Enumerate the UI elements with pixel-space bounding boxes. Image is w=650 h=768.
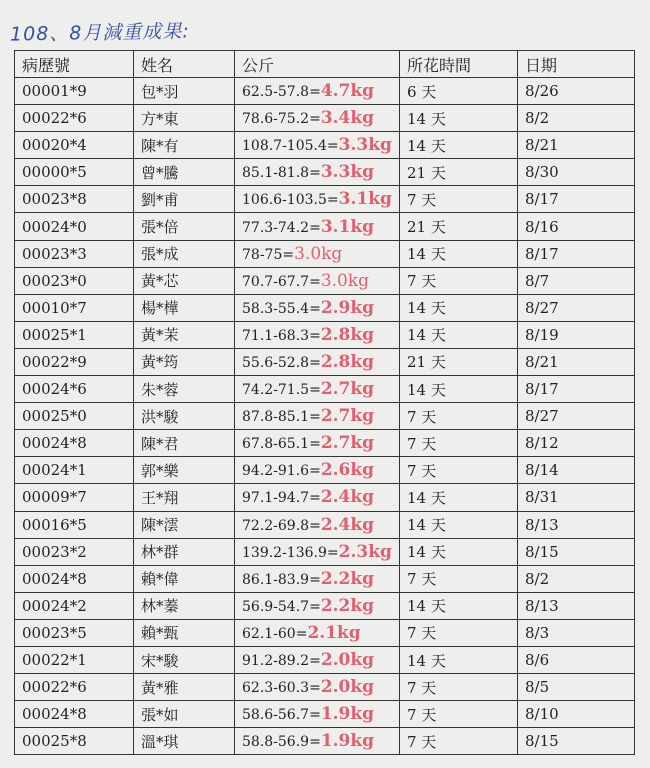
weight-range: 74.2-71.5= bbox=[242, 382, 321, 399]
table-row bbox=[15, 538, 635, 565]
kg-cell bbox=[235, 701, 400, 728]
name-cell: 陳*君 bbox=[134, 430, 235, 457]
header-row bbox=[15, 51, 635, 78]
kg-cell bbox=[235, 321, 400, 348]
name-cell: 張*如 bbox=[134, 701, 235, 728]
record-id-cell: 00001*9 bbox=[15, 78, 134, 105]
header-time-spent: 所花時間 bbox=[400, 51, 518, 78]
name-cell: 張*倍 bbox=[134, 213, 235, 240]
record-id-cell: 00024*1 bbox=[15, 457, 134, 484]
date-cell: 8/2 bbox=[518, 105, 635, 132]
time-spent-cell: 14 天 bbox=[400, 376, 518, 403]
record-id-cell: 00023*5 bbox=[15, 619, 134, 646]
date-cell: 8/27 bbox=[518, 403, 635, 430]
weight-range: 56.9-54.7= bbox=[242, 598, 321, 615]
table-row bbox=[15, 294, 635, 321]
date-cell: 8/19 bbox=[518, 321, 635, 348]
name-cell: 張*成 bbox=[134, 240, 235, 267]
name-cell: 陳*有 bbox=[134, 132, 235, 159]
time-spent-cell: 7 天 bbox=[400, 457, 518, 484]
weight-range: 70.7-67.7= bbox=[242, 273, 321, 290]
time-spent-cell: 14 天 bbox=[400, 105, 518, 132]
weight-range: 97.1-94.7= bbox=[242, 490, 321, 507]
weight-range: 62.1-60= bbox=[242, 625, 308, 642]
weight-range: 85.1-81.8= bbox=[242, 165, 321, 182]
kg-cell bbox=[235, 538, 400, 565]
weight-loss-value: 1.9kg bbox=[320, 704, 375, 725]
name-cell: 曾*騰 bbox=[134, 159, 235, 186]
weight-loss-value: 3.0kg bbox=[320, 270, 370, 291]
time-spent-cell: 7 天 bbox=[400, 619, 518, 646]
kg-cell bbox=[235, 403, 400, 430]
name-cell: 黃*筠 bbox=[134, 348, 235, 375]
kg-cell bbox=[235, 430, 400, 457]
table-row bbox=[15, 240, 635, 267]
weight-loss-value: 2.7kg bbox=[320, 406, 375, 427]
weight-loss-value: 3.3kg bbox=[320, 162, 375, 183]
record-id-cell: 00000*5 bbox=[15, 159, 134, 186]
weight-range: 62.3-60.3= bbox=[242, 680, 321, 697]
record-id-cell: 00023*2 bbox=[15, 538, 134, 565]
time-spent-cell: 7 天 bbox=[400, 674, 518, 701]
kg-cell bbox=[235, 78, 400, 105]
kg-cell bbox=[235, 376, 400, 403]
record-id-cell: 00022*9 bbox=[15, 348, 134, 375]
weight-range: 108.7-105.4= bbox=[242, 138, 339, 155]
weight-range: 58.8-56.9= bbox=[242, 734, 321, 751]
record-id-cell: 00025*1 bbox=[15, 321, 134, 348]
table-row bbox=[15, 565, 635, 592]
name-cell: 朱*蓉 bbox=[134, 376, 235, 403]
weight-loss-value: 2.3kg bbox=[338, 541, 392, 562]
record-id-cell: 00024*8 bbox=[15, 701, 134, 728]
weight-loss-value: 3.4kg bbox=[320, 108, 375, 129]
time-spent-cell: 14 天 bbox=[400, 321, 518, 348]
name-cell: 賴*甄 bbox=[134, 619, 235, 646]
table-row bbox=[15, 348, 635, 375]
time-spent-cell: 7 天 bbox=[400, 267, 518, 294]
weight-loss-value: 2.0kg bbox=[320, 650, 375, 671]
name-cell: 黃*雅 bbox=[134, 674, 235, 701]
date-cell: 8/31 bbox=[518, 484, 635, 511]
time-spent-cell: 21 天 bbox=[400, 159, 518, 186]
date-cell: 8/12 bbox=[518, 430, 635, 457]
weight-range: 78-75= bbox=[242, 246, 295, 263]
name-cell: 劉*甫 bbox=[134, 186, 235, 213]
table-row bbox=[15, 376, 635, 403]
kg-cell bbox=[235, 646, 400, 673]
time-spent-cell: 7 天 bbox=[400, 403, 518, 430]
weight-range: 87.8-85.1= bbox=[242, 409, 321, 426]
kg-cell bbox=[235, 484, 400, 511]
table-row bbox=[15, 728, 635, 755]
name-cell: 陳*澐 bbox=[134, 511, 235, 538]
date-cell: 8/17 bbox=[518, 240, 635, 267]
name-cell: 賴*偉 bbox=[134, 565, 235, 592]
date-cell: 8/14 bbox=[518, 457, 635, 484]
record-id-cell: 00025*0 bbox=[15, 403, 134, 430]
weight-loss-value: 2.7kg bbox=[320, 433, 375, 454]
weight-range: 62.5-57.8= bbox=[242, 84, 321, 101]
weight-range: 94.2-91.6= bbox=[242, 463, 321, 480]
name-cell: 方*東 bbox=[134, 105, 235, 132]
handwritten-heading: 108、8月減重成果: bbox=[9, 20, 190, 46]
weight-range: 55.6-52.8= bbox=[242, 354, 321, 371]
weight-range: 91.2-89.2= bbox=[242, 653, 321, 670]
weight-range: 67.8-65.1= bbox=[242, 436, 321, 453]
kg-cell bbox=[235, 728, 400, 755]
weight-range: 58.6-56.7= bbox=[242, 707, 321, 724]
record-id-cell: 00020*4 bbox=[15, 132, 134, 159]
kg-cell bbox=[235, 159, 400, 186]
kg-cell bbox=[235, 511, 400, 538]
time-spent-cell: 21 天 bbox=[400, 213, 518, 240]
record-id-cell: 00024*2 bbox=[15, 592, 134, 619]
date-cell: 8/15 bbox=[518, 538, 635, 565]
weight-loss-value: 4.7kg bbox=[320, 81, 375, 102]
weight-range: 78.6-75.2= bbox=[242, 111, 321, 128]
weight-loss-table bbox=[14, 50, 635, 755]
time-spent-cell: 14 天 bbox=[400, 294, 518, 321]
date-cell: 8/13 bbox=[518, 511, 635, 538]
table-row bbox=[15, 619, 635, 646]
weight-loss-value: 1.9kg bbox=[320, 731, 375, 752]
table-row bbox=[15, 186, 635, 213]
time-spent-cell: 7 天 bbox=[400, 430, 518, 457]
name-cell: 楊*樺 bbox=[134, 294, 235, 321]
weight-loss-value: 2.7kg bbox=[320, 379, 375, 400]
date-cell: 8/16 bbox=[518, 213, 635, 240]
table-row bbox=[15, 159, 635, 186]
kg-cell bbox=[235, 348, 400, 375]
name-cell: 黃*茉 bbox=[134, 321, 235, 348]
weight-loss-value: 3.1kg bbox=[338, 189, 392, 210]
table-row bbox=[15, 105, 635, 132]
weight-loss-value: 2.6kg bbox=[320, 460, 375, 481]
weight-loss-value: 2.8kg bbox=[320, 351, 375, 372]
time-spent-cell: 14 天 bbox=[400, 538, 518, 565]
record-id-cell: 00023*0 bbox=[15, 267, 134, 294]
name-cell: 宋*駿 bbox=[134, 646, 235, 673]
weight-loss-value: 2.8kg bbox=[320, 324, 375, 345]
time-spent-cell: 14 天 bbox=[400, 646, 518, 673]
time-spent-cell: 7 天 bbox=[400, 565, 518, 592]
kg-cell bbox=[235, 674, 400, 701]
kg-cell bbox=[235, 619, 400, 646]
name-cell: 王*翔 bbox=[134, 484, 235, 511]
time-spent-cell: 7 天 bbox=[400, 728, 518, 755]
time-spent-cell: 14 天 bbox=[400, 240, 518, 267]
kg-cell bbox=[235, 132, 400, 159]
time-spent-cell: 7 天 bbox=[400, 186, 518, 213]
record-id-cell: 00024*8 bbox=[15, 430, 134, 457]
table-row bbox=[15, 132, 635, 159]
date-cell: 8/15 bbox=[518, 728, 635, 755]
weight-range: 58.3-55.4= bbox=[242, 300, 321, 317]
table-row bbox=[15, 511, 635, 538]
table-row bbox=[15, 646, 635, 673]
table-row bbox=[15, 267, 635, 294]
header-kg: 公斤 bbox=[235, 51, 400, 78]
time-spent-cell: 14 天 bbox=[400, 511, 518, 538]
weight-loss-value: 2.4kg bbox=[320, 487, 375, 508]
time-spent-cell: 14 天 bbox=[400, 592, 518, 619]
date-cell: 8/2 bbox=[518, 565, 635, 592]
date-cell: 8/5 bbox=[518, 674, 635, 701]
table-body bbox=[15, 78, 635, 755]
time-spent-cell: 6 天 bbox=[400, 78, 518, 105]
record-id-cell: 00022*6 bbox=[15, 105, 134, 132]
weight-loss-value: 2.2kg bbox=[320, 595, 375, 616]
time-spent-cell: 7 天 bbox=[400, 701, 518, 728]
table-row bbox=[15, 701, 635, 728]
table-row bbox=[15, 592, 635, 619]
weight-range: 86.1-83.9= bbox=[242, 571, 321, 588]
record-id-cell: 00022*6 bbox=[15, 674, 134, 701]
date-cell: 8/21 bbox=[518, 348, 635, 375]
date-cell: 8/30 bbox=[518, 159, 635, 186]
date-cell: 8/26 bbox=[518, 78, 635, 105]
weight-loss-value: 2.9kg bbox=[320, 297, 375, 318]
kg-cell bbox=[235, 267, 400, 294]
date-cell: 8/6 bbox=[518, 646, 635, 673]
table-row bbox=[15, 321, 635, 348]
record-id-cell: 00022*1 bbox=[15, 646, 134, 673]
table-row bbox=[15, 674, 635, 701]
record-id-cell: 00010*7 bbox=[15, 294, 134, 321]
record-id-cell: 00024*0 bbox=[15, 213, 134, 240]
date-cell: 8/7 bbox=[518, 267, 635, 294]
time-spent-cell: 14 天 bbox=[400, 484, 518, 511]
weight-loss-value: 2.4kg bbox=[320, 514, 375, 535]
kg-cell bbox=[235, 213, 400, 240]
kg-cell bbox=[235, 240, 400, 267]
table-row bbox=[15, 457, 635, 484]
table-row bbox=[15, 78, 635, 105]
weight-range: 106.6-103.5= bbox=[242, 192, 339, 209]
record-id-cell: 00016*5 bbox=[15, 511, 134, 538]
weight-loss-value: 2.2kg bbox=[320, 568, 375, 589]
name-cell: 林*蓁 bbox=[134, 592, 235, 619]
weight-range: 71.1-68.3= bbox=[242, 327, 321, 344]
record-id-cell: 00024*6 bbox=[15, 376, 134, 403]
record-id-cell: 00025*8 bbox=[15, 728, 134, 755]
date-cell: 8/3 bbox=[518, 619, 635, 646]
kg-cell bbox=[235, 457, 400, 484]
record-id-cell: 00009*7 bbox=[15, 484, 134, 511]
date-cell: 8/21 bbox=[518, 132, 635, 159]
time-spent-cell: 14 天 bbox=[400, 132, 518, 159]
name-cell: 林*群 bbox=[134, 538, 235, 565]
kg-cell bbox=[235, 592, 400, 619]
date-cell: 8/17 bbox=[518, 186, 635, 213]
header-name: 姓名 bbox=[134, 51, 235, 78]
weight-range: 139.2-136.9= bbox=[242, 544, 339, 561]
record-id-cell: 00024*8 bbox=[15, 565, 134, 592]
kg-cell bbox=[235, 105, 400, 132]
weight-loss-value: 3.0kg bbox=[294, 243, 343, 264]
name-cell: 郭*樂 bbox=[134, 457, 235, 484]
date-cell: 8/17 bbox=[518, 376, 635, 403]
name-cell: 黃*芯 bbox=[134, 267, 235, 294]
weight-loss-value: 3.1kg bbox=[320, 216, 375, 237]
date-cell: 8/13 bbox=[518, 592, 635, 619]
header-record-id: 病歷號 bbox=[15, 51, 134, 78]
weight-loss-value: 2.1kg bbox=[307, 622, 361, 643]
table-row bbox=[15, 484, 635, 511]
weight-range: 72.2-69.8= bbox=[242, 517, 321, 534]
kg-cell bbox=[235, 565, 400, 592]
record-id-cell: 00023*3 bbox=[15, 240, 134, 267]
name-cell: 溫*琪 bbox=[134, 728, 235, 755]
name-cell: 洪*駿 bbox=[134, 403, 235, 430]
table-row bbox=[15, 403, 635, 430]
weight-loss-value: 2.0kg bbox=[320, 677, 375, 698]
weight-loss-value: 3.3kg bbox=[338, 135, 392, 156]
date-cell: 8/10 bbox=[518, 701, 635, 728]
kg-cell bbox=[235, 294, 400, 321]
name-cell: 包*羽 bbox=[134, 78, 235, 105]
weight-range: 77.3-74.2= bbox=[242, 219, 321, 236]
date-cell: 8/27 bbox=[518, 294, 635, 321]
kg-cell bbox=[235, 186, 400, 213]
table-row bbox=[15, 430, 635, 457]
header-date: 日期 bbox=[518, 51, 635, 78]
record-id-cell: 00023*8 bbox=[15, 186, 134, 213]
table-row bbox=[15, 213, 635, 240]
time-spent-cell: 21 天 bbox=[400, 348, 518, 375]
